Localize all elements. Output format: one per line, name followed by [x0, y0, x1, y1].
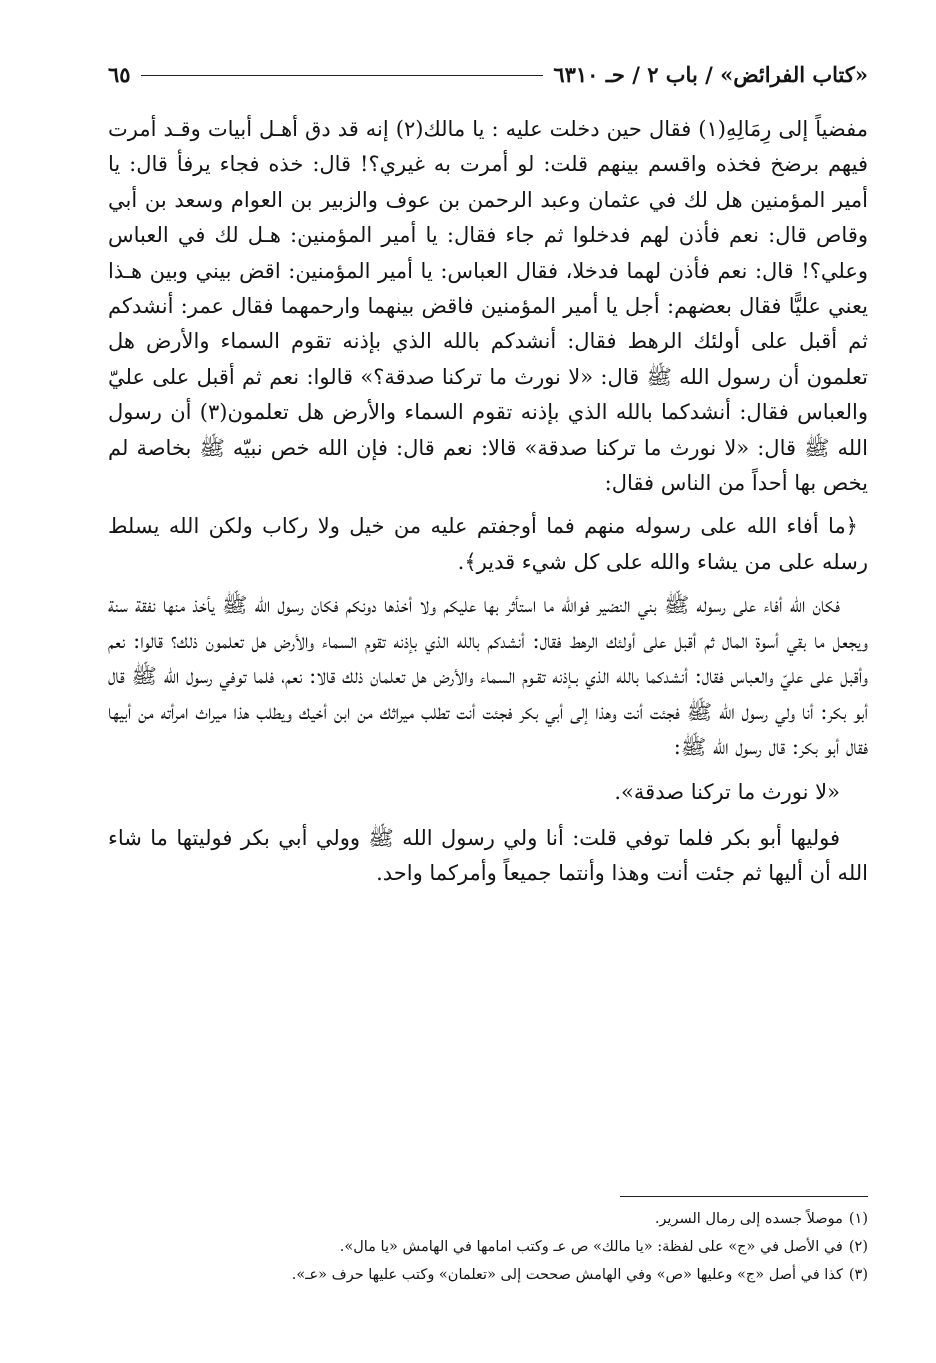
paragraph-continuation: فكان الله أفاء على رسوله ﷺ بني النضير فوالله ما استأثر بها عليكم ولا أخذها دونكم فكان رسول الله ﷺ يأخذ منها نفقة سنة ويجعل ما بقي أسوة المال ثم أقبل على أولئك الرهط فقال: أنشدكم بالله الذي بإذنه تقوم السماء والأرض هل تعلمون ذلك؟ قالوا: نعم وأقبل على عليّ والعباس فقال: أنشدكما بالله الذي بـإذنه تقـوم السماء والأرض هل تعلمان ذلك قالا: نعم، فلما توفي رسول الله ﷺ قال أبو بكر: أنا ولي رسول الله ﷺ فجئت أنت وهذا إلى أبي بكر فجئت أنت تطلب ميراثك من ابن أخيك ويطلب هذا ميراث امرأته من أبيها فقال أبو بكر: قال رسول الله ﷺ: — [108, 593, 868, 759]
header-rule — [141, 75, 544, 76]
page-number: ٦٥ — [108, 62, 131, 87]
footnote-2: (٢)في الأصل في «ج» على لفظة: «يا مالك» ص عـ وكتب امامها في الهامش «يا مال». — [339, 1239, 868, 1255]
footnote-separator — [620, 1196, 868, 1197]
running-header — [108, 62, 868, 108]
running-title: «كتاب الفرائض» / باب ٢ / حـ ٦٣١٠ — [553, 62, 868, 87]
paragraph-closing: فوليها أبو بكر فلما توفي قلت: أنا ولي رسول الله ﷺ وولي أبي بكر فوليتها ما شاء الله أن أليها ثم جئت أنت وهذا وأنتما جميعاً وأمركما واحد. — [108, 825, 868, 886]
footnotes — [108, 1205, 868, 1289]
hadith-quote: «لا نورث ما تركنا صدقة». — [614, 780, 840, 805]
quran-verse-quote: ﴿ما أفاء الله على رسوله منهم فما أوجفتم عليه من خيل ولا ركاب ولكن الله يسلط رسله على من يشاء والله على كل شيء قدير﴾. — [108, 514, 868, 574]
footnote-1: (١)موصلاً جسده إلى رمال السرير. — [654, 1211, 868, 1227]
page-body — [108, 112, 868, 892]
book-page — [108, 62, 869, 1283]
footnote-3: (٣)كذا في أصل «ج» وعليها «ص» وفي الهامش صححت إلى «تعلمان» وكتب عليها حرف «عـ». — [291, 1267, 868, 1283]
paragraph-hadith-narration: مفضياً إلى رِمَالِهِ(١) فقال حين دخلت عليه : يا مالك(٢) إنه قد دق أهـل أبيات وقـد أمرت فيهم برضخ فخذه واقسم بينهم قلت: لو أمرت به غيري؟! قال: خذه فجاء يرفأ قال: يا أمير المؤمنين هل لك في عثمان وعبد الرحمن بن عوف والزبير بن العوام وسعد بن أبي وقاص قال: نعم فأذن لهم فدخلوا ثم جاء فقال: يا أمير المؤمنين: هـل لك في العباس وعلي؟! قال: نعم فأذن لهما فدخلا، فقال العباس: يا أمير المؤمنين: اقض بيني وبين هـذا يعني عليًّا فقال بعضهم: أجل يا أمير المؤمنين فاقض بينهما وارحمهما فقال عمر: أنشدكم ثم أقبل على أولئك الرهط فقال: أنشدكم بالله الذي بإذنه تقوم السماء والأرض هل تعلمون أن رسول الله ﷺ قال: «لا نورث ما تركنا صدقة؟» قالوا: نعم ثم أقبل على عليّ والعباس فقال: أنشدكما بالله الذي بإذنه تقوم السماء والأرض هل تعلمون(٣) أن رسول الله ﷺ قال: «لا نورث ما تركنا صدقة» قالا: نعم قال: فإن الله خص نبيّه ﷺ بخاصة لم يخص بها أحداً من الناس فقال: — [108, 117, 869, 496]
